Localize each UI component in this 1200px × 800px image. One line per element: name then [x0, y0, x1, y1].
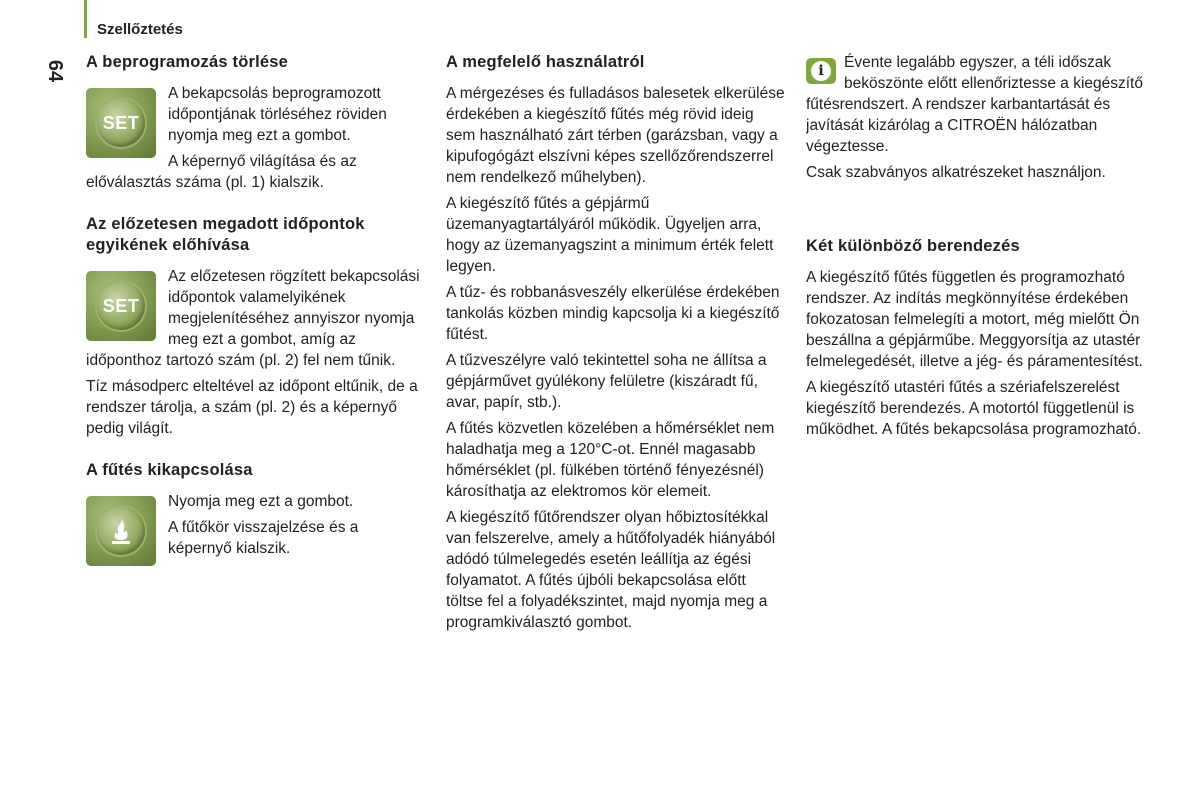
section-title: A megfelelő használatról: [446, 53, 645, 71]
paragraph: Évente legalább egyszer, a téli időszak beköszönte előtt ellenőriztesse a kiegészítő fűtésrendszert. A rendszer karbantartását és javítását kizárólag a CITROËN hálózatban végeztesse.: [806, 54, 1143, 155]
info-icon: [806, 58, 836, 84]
set-button-icon: [86, 88, 156, 158]
section-title: Két különböző berendezés: [806, 237, 1020, 255]
section-accent-bar: [84, 0, 87, 38]
paragraph: A kiegészítő fűtés független és programozható rendszer. Az indítás megkönnyítése érdekében fokozatosan felmelegíti a motort, még mielőtt Ön beszállna a gépjárműbe. Meggyorsítja az utastér felmelegedését, illetve a jég- és páramentesítést.: [806, 269, 1143, 370]
paragraph: Tíz másodperc elteltével az időpont eltűnik, de a rendszer tárolja, a szám (pl. 2) és a képernyő pedig világít.: [86, 378, 418, 437]
paragraph: A kiegészítő utastéri fűtés a szériafelszerelést kiegészítő berendezés. A motortól függetlenül is működhet. A fűtés bekapcsolása programozható.: [806, 379, 1142, 438]
set-button-block: [86, 266, 426, 444]
set-button-block: [86, 83, 426, 198]
column-left: [86, 52, 426, 586]
page-number: 64: [44, 59, 66, 83]
paragraph: A kiegészítő fűtés a gépjármű üzemanyagtartályáról működik. Ügyeljen arra, hogy az üzemanyagszint a minimum érték felett legyen.: [446, 195, 774, 275]
section-title: A fűtés kikapcsolása: [86, 461, 253, 479]
paragraph: A fűtés közvetlen közelében a hőmérséklet nem haladhatja meg a 120°C-ot. Ennél magasabb hőmérséklet (pl. fülkében történő fényezésnél) károsíthatja az elektromos kör elemeit.: [446, 420, 775, 500]
paragraph: A bekapcsolás beprogramozott időpontjának törléséhez röviden nyomja meg ezt a gombot.: [168, 85, 387, 144]
paragraph: A kiegészítő fűtőrendszer olyan hőbiztosítékkal van felszerelve, amely a hűtőfolyadék hiányából adódó túlmelegedés esetén leállítja az égési folyamatot. A fűtés újbóli bekapcsolása előtt töltse fel a folyadékszintet, majd nyomja meg a programkiválasztó gombot.: [446, 509, 776, 631]
paragraph: A tűzveszélyre való tekintettel soha ne állítsa a gépjárművet gyúlékony felületre (kiszáradt fű, avar, papír, stb.).: [446, 352, 767, 411]
section-delete-programming: [86, 52, 426, 198]
paragraph: A mérgezéses és fulladásos balesetek elkerülése érdekében a kiegészítő fűtés még rövid ideig sem használható zárt térben (garázsban, vagy a kipufogógázt elszívni képes szellőzőrendszerrel nem rendelkező műhelyben).: [446, 85, 785, 186]
flame-icon: [97, 507, 145, 555]
set-button-label: SET: [97, 282, 145, 330]
paragraph: Az előzetesen rögzített bekapcsolási időpontok valamelyikének megjelenítéséhez annyiszor nyomja meg ezt a gombot, amíg az időponthoz tartozó szám (pl. 2) fel nem tűnik.: [86, 268, 420, 369]
section-title: Az előzetesen megadott időpontok egyikének előhívása: [86, 215, 365, 254]
column-middle: [446, 52, 786, 638]
paragraph: Nyomja meg ezt a gombot.: [168, 493, 354, 510]
section-tag: Szellőztetés: [97, 21, 183, 38]
info-note: [806, 52, 1151, 188]
set-button-icon: [86, 271, 156, 341]
section-recall-times: [86, 214, 426, 444]
section-title: A beprogramozás törlése: [86, 53, 289, 71]
paragraph: Csak szabványos alkatrészeket használjon.: [806, 164, 1106, 181]
paragraph: A képernyő világítása és az előválasztás száma (pl. 1) kialszik.: [86, 153, 357, 191]
heating-button-icon: [86, 496, 156, 566]
section-heating-off: [86, 460, 426, 570]
set-button-label: SET: [97, 99, 145, 147]
info-icon-label: i: [811, 61, 831, 81]
heating-button-block: [86, 491, 426, 570]
paragraph: A fűtőkör visszajelzése és a képernyő kialszik.: [168, 519, 359, 557]
column-right: [806, 52, 1151, 445]
paragraph: A tűz- és robbanásveszély elkerülése érdekében tankolás közben mindig kapcsolja ki a kiegészítő fűtést.: [446, 284, 780, 343]
